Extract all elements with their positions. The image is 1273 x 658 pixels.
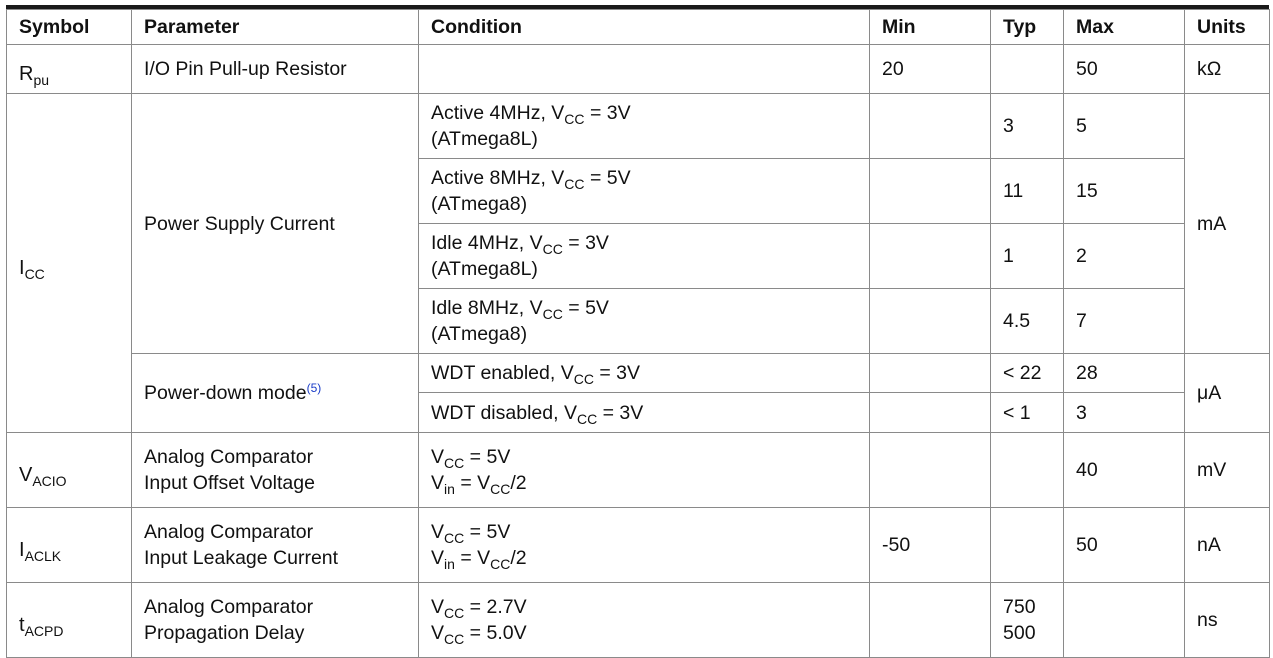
header-row	[7, 10, 1270, 45]
parameter-cell	[132, 583, 419, 658]
units-cell: nA	[1185, 508, 1270, 583]
condition-text: = V	[454, 547, 491, 569]
condition-subscript: CC	[576, 410, 598, 427]
min-cell	[870, 289, 991, 354]
symbol-text: R	[19, 63, 34, 85]
condition-subscript: CC	[564, 111, 585, 127]
max-cell: 2	[1064, 224, 1185, 289]
condition-device: (ATmega8L)	[431, 258, 538, 280]
condition-subscript: CC	[490, 556, 511, 572]
condition-text: V	[431, 596, 445, 618]
condition-cell	[419, 289, 870, 354]
condition-text: WDT enabled, V	[431, 362, 574, 384]
symbol-subscript: ACLK	[24, 548, 62, 564]
symbol-subscript: ACPD	[24, 623, 64, 639]
units-cell: μA	[1185, 354, 1270, 433]
units-cell: ns	[1185, 583, 1270, 658]
parameter-text: Input Offset Voltage	[144, 472, 315, 494]
typ-cell: 1	[991, 224, 1064, 289]
symbol-text: I	[19, 257, 25, 279]
condition-subscript: CC	[444, 631, 465, 647]
condition-cell	[419, 159, 870, 224]
min-cell	[870, 433, 991, 508]
condition-text: = V	[454, 472, 491, 494]
typ-cell: < 1	[991, 393, 1064, 433]
min-cell	[870, 94, 991, 159]
condition-subscript: CC	[542, 241, 563, 257]
symbol-cell	[7, 94, 132, 433]
max-cell: 50	[1064, 45, 1185, 94]
typ-value: 500	[1003, 622, 1036, 644]
header-min: Min	[870, 10, 991, 45]
typ-cell: 4.5	[991, 289, 1064, 354]
parameter-text: Propagation Delay	[144, 622, 305, 644]
header-typ: Typ	[991, 10, 1064, 45]
condition-cell	[419, 393, 870, 433]
condition-text: = 5V	[464, 521, 511, 543]
table-row	[7, 354, 1270, 393]
parameter-text: Analog Comparator	[144, 521, 314, 543]
typ-value: 750	[1003, 596, 1036, 618]
symbol-subscript: CC	[24, 266, 45, 282]
min-cell: -50	[870, 508, 991, 583]
condition-subscript: CC	[444, 605, 465, 621]
condition-text: /2	[510, 547, 527, 569]
footnote-reference: (5)	[306, 381, 322, 395]
header-condition: Condition	[419, 10, 870, 45]
max-cell: 7	[1064, 289, 1185, 354]
table-row	[7, 94, 1270, 159]
condition-text: = 5V	[584, 167, 631, 189]
typ-cell	[991, 583, 1064, 658]
typ-cell	[991, 433, 1064, 508]
min-cell	[870, 224, 991, 289]
symbol-cell	[7, 508, 132, 583]
max-cell: 50	[1064, 508, 1185, 583]
condition-text: = 3V	[584, 102, 631, 124]
parameter-text: Input Leakage Current	[144, 547, 339, 569]
condition-text: V	[431, 547, 445, 569]
condition-subscript: in	[444, 481, 455, 497]
condition-text: Idle 4MHz, V	[431, 232, 543, 254]
condition-text: = 5.0V	[464, 622, 527, 644]
table-row	[7, 433, 1270, 508]
condition-text: = 5V	[464, 446, 511, 468]
parameter-cell	[132, 354, 419, 433]
table-row	[7, 508, 1270, 583]
max-cell: 5	[1064, 94, 1185, 159]
units-cell: kΩ	[1185, 45, 1270, 94]
condition-text: = 3V	[593, 362, 641, 384]
condition-text: = 3V	[597, 401, 644, 424]
parameter-cell: Power Supply Current	[132, 94, 419, 354]
typ-cell: 3	[991, 94, 1064, 159]
condition-cell	[419, 433, 870, 508]
condition-cell	[419, 45, 870, 94]
units-cell: mV	[1185, 433, 1270, 508]
max-cell: 15	[1064, 159, 1185, 224]
dc-characteristics-table	[6, 9, 1270, 658]
condition-subscript: CC	[444, 530, 465, 546]
condition-text: = 2.7V	[464, 596, 527, 618]
symbol-subscript: ACIO	[32, 473, 67, 489]
max-cell: 40	[1064, 433, 1185, 508]
typ-cell	[991, 45, 1064, 94]
parameter-text: Analog Comparator	[144, 446, 314, 468]
max-cell	[1064, 583, 1185, 658]
header-max: Max	[1064, 10, 1185, 45]
table-row	[7, 583, 1270, 658]
condition-cell	[419, 354, 870, 393]
condition-subscript: in	[444, 556, 455, 572]
symbol-cell	[7, 433, 132, 508]
parameter-cell: I/O Pin Pull-up Resistor	[132, 45, 419, 94]
condition-subscript: CC	[573, 371, 594, 387]
condition-text: V	[431, 472, 445, 494]
condition-cell	[419, 583, 870, 658]
symbol-text: V	[19, 464, 33, 486]
typ-cell: < 22	[991, 354, 1064, 393]
condition-text: Active 8MHz, V	[431, 167, 565, 189]
condition-subscript: CC	[490, 481, 511, 497]
condition-text: Active 4MHz, V	[431, 102, 565, 124]
condition-subscript: CC	[444, 455, 465, 471]
condition-text: = 5V	[562, 297, 609, 319]
condition-device: (ATmega8L)	[431, 128, 538, 150]
typ-cell	[991, 508, 1064, 583]
parameter-cell	[132, 433, 419, 508]
condition-text: Idle 8MHz, V	[431, 297, 543, 319]
symbol-cell	[7, 583, 132, 658]
header-units: Units	[1185, 10, 1270, 45]
condition-cell	[419, 224, 870, 289]
units-cell: mA	[1185, 94, 1270, 354]
min-cell	[870, 159, 991, 224]
min-cell	[870, 354, 991, 393]
max-cell: 3	[1064, 393, 1185, 433]
condition-text: /2	[510, 472, 527, 494]
header-symbol: Symbol	[7, 10, 132, 45]
condition-text: WDT disabled, V	[431, 401, 577, 424]
min-cell	[870, 393, 991, 433]
symbol-text: t	[19, 614, 25, 636]
condition-text: = 3V	[562, 232, 609, 254]
symbol-subscript: pu	[33, 72, 50, 88]
parameter-text: Analog Comparator	[144, 596, 314, 618]
parameter-text: Power-down mode	[144, 382, 307, 404]
condition-subscript: CC	[564, 176, 585, 192]
condition-text: V	[431, 446, 445, 468]
condition-text: V	[431, 521, 445, 543]
table-row	[7, 45, 1270, 94]
condition-text: V	[431, 622, 445, 644]
condition-subscript: CC	[542, 306, 563, 322]
min-cell: 20	[870, 45, 991, 94]
min-cell	[870, 583, 991, 658]
header-parameter: Parameter	[132, 10, 419, 45]
condition-cell	[419, 508, 870, 583]
symbol-text: I	[19, 539, 25, 561]
condition-cell	[419, 94, 870, 159]
condition-device: (ATmega8)	[431, 323, 528, 345]
parameter-cell	[132, 508, 419, 583]
typ-cell: 11	[991, 159, 1064, 224]
condition-device: (ATmega8)	[431, 193, 528, 215]
max-cell: 28	[1064, 354, 1185, 393]
symbol-cell	[7, 45, 132, 94]
